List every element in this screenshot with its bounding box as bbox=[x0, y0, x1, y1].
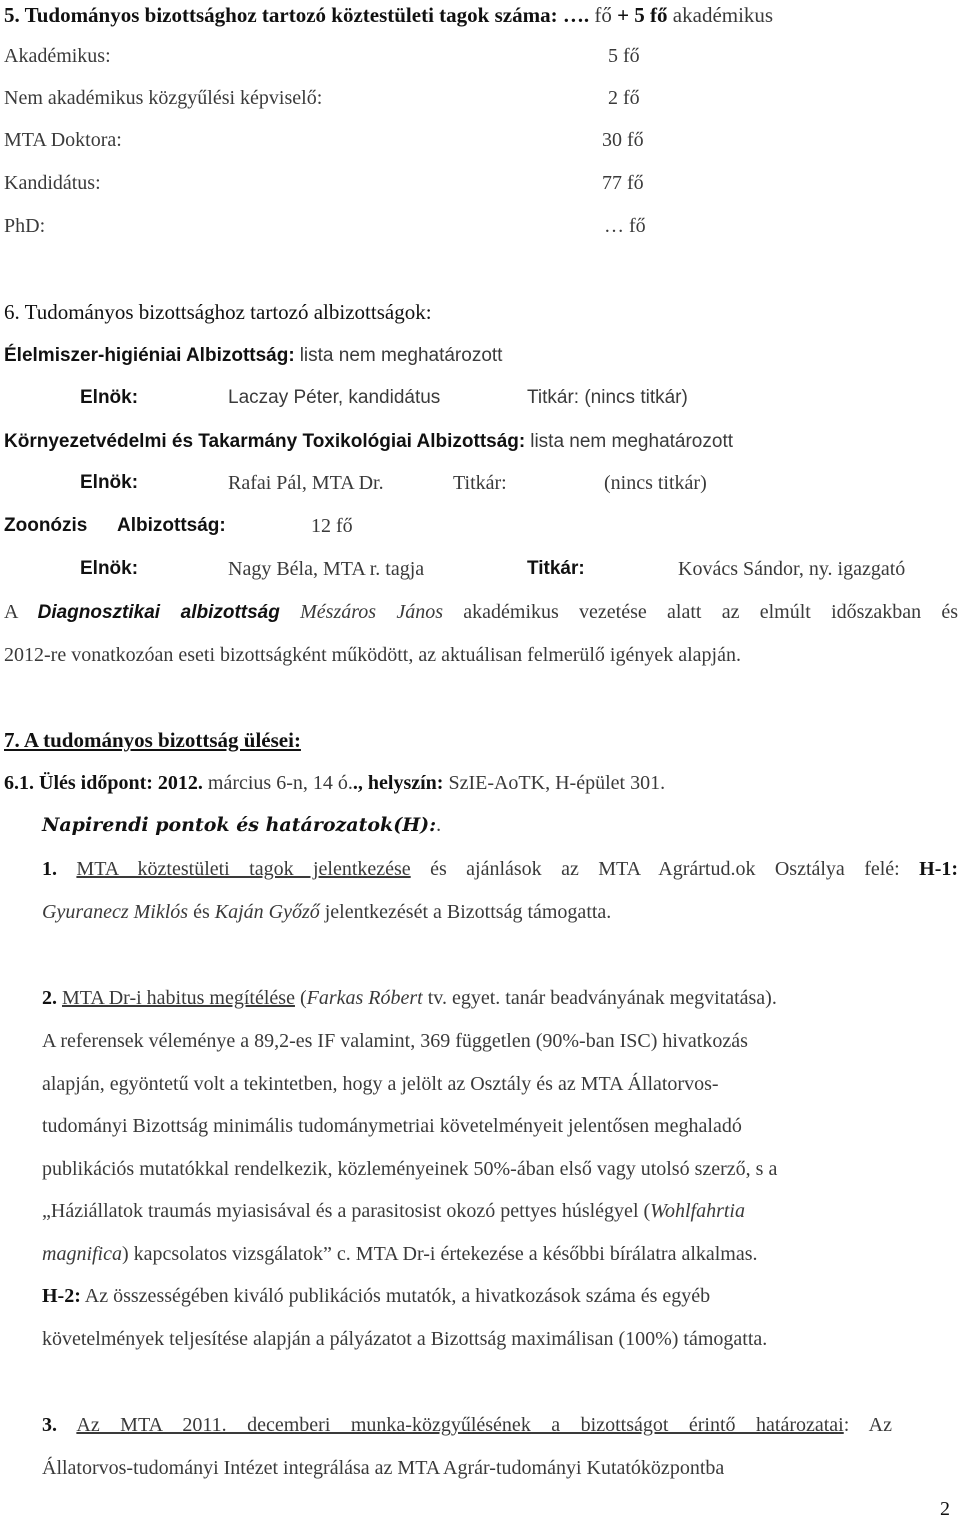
sub1-elnok-label: Elnök: bbox=[80, 387, 139, 408]
item2-title: MTA Dr-i habitus megítélése bbox=[62, 987, 295, 1009]
item2-decision-line1 bbox=[42, 1284, 710, 1308]
item2-paren: ( bbox=[299, 987, 307, 1009]
item2-body-line3: tudományi Bizottság minimális tudománymetriai követelményeit jelentősen meghaladó bbox=[42, 1115, 742, 1137]
section5-heading-fo: fő bbox=[594, 3, 612, 27]
agenda-item-1-line2 bbox=[42, 900, 611, 924]
item2-body-line1: A referensek véleménye a 89,2-es IF valamint, 369 független (90%-ban ISC) hivatkozás bbox=[42, 1030, 748, 1052]
item3-num: 3. bbox=[42, 1414, 57, 1436]
item2-decision-line2: követelmények teljesítése alapján a pályázatot a Bizottság maximálisan (100%) támogatta. bbox=[42, 1328, 768, 1350]
diagnostics-paragraph-line2: 2012-re vonatkozóan eseti bizottságként működött, az aktuálisan felmerülő igények alapján. bbox=[4, 644, 741, 666]
item1-num: 1. bbox=[42, 858, 57, 880]
section7-heading: 7. A tudományos bizottság ülései: bbox=[4, 728, 301, 752]
meeting-place-label: ., helyszín: bbox=[352, 772, 444, 794]
item2-line6-text: ) kapcsolatos vizsgálatok” c. MTA Dr-i értekezése a későbbi bírálatra alkalmas. bbox=[122, 1243, 758, 1265]
item2-line6-italic: magnifica bbox=[42, 1243, 122, 1265]
subcommittee-zoonosis-a: Zoonózis bbox=[4, 515, 88, 536]
agenda-item-1-line1 bbox=[42, 857, 958, 881]
sub1-elnok-value: Laczay Péter, kandidátus bbox=[228, 387, 441, 408]
agenda-title-line bbox=[42, 813, 441, 837]
item2-line5-italic: Wohlfahrtia bbox=[650, 1200, 745, 1222]
sub1-titkar-label: Titkár: bbox=[527, 387, 580, 408]
member-label-academic: Akadémikus: bbox=[4, 45, 111, 67]
subcommittee-food-hygiene-name: Élelmiszer-higiéniai Albizottság: bbox=[4, 345, 295, 366]
diag-name: Diagnosztikai albizottság bbox=[37, 602, 280, 623]
meeting-date: március 6-n, 14 ó. bbox=[207, 772, 353, 794]
diagnostics-paragraph-line1 bbox=[4, 600, 958, 625]
subcommittee-zoonosis-b: Albizottság: bbox=[117, 515, 226, 536]
member-label-doctor: MTA Doktora: bbox=[4, 129, 122, 151]
agenda-item-3-line2: Állatorvos-tudományi Intézet integrálása az MTA Agrár-tudományi Kutatóközpontba bbox=[42, 1457, 725, 1479]
subcommittee-food-hygiene-note: lista nem meghatározott bbox=[299, 345, 503, 366]
item2-decision-label: H-2: bbox=[42, 1285, 81, 1307]
item1-decision-label: H-1: bbox=[919, 858, 959, 880]
section5-heading bbox=[4, 3, 773, 27]
diag-a: A bbox=[4, 601, 18, 623]
sub3-titkar-label: Titkár: bbox=[527, 558, 585, 579]
sub1-titkar-value: (nincs titkár) bbox=[584, 387, 688, 408]
subcommittee-food-hygiene bbox=[4, 343, 502, 368]
section5-heading-dots: …. bbox=[562, 3, 590, 27]
sub1-titkar bbox=[527, 386, 688, 410]
member-value-doctor: 30 fő bbox=[602, 129, 644, 151]
subcommittee-environment-name: Környezetvédelmi és Takarmány Toxikológiai Albizottság: bbox=[4, 431, 526, 452]
item2-num: 2. bbox=[42, 987, 57, 1009]
sub2-titkar-label: Titkár: bbox=[453, 472, 507, 494]
item2-body-line5 bbox=[42, 1199, 745, 1223]
member-label-candidate: Kandidátus: bbox=[4, 172, 101, 194]
item3-colon: : bbox=[843, 1414, 850, 1436]
item2-body-line4: publikációs mutatókkal rendelkezik, közleményeinek 50%-ában első vagy utolsó szerző, s a bbox=[42, 1158, 778, 1180]
sub2-elnok-label: Elnök: bbox=[80, 472, 139, 493]
meeting-place: SzIE-AoTK, H-épület 301. bbox=[448, 772, 666, 794]
member-value-phd: … fő bbox=[604, 215, 646, 237]
item1-title: MTA köztestületi tagok jelentkezése bbox=[76, 858, 411, 880]
member-label-representative: Nem akadémikus közgyűlési képviselő: bbox=[4, 87, 323, 109]
agenda-item-3-line1 bbox=[42, 1413, 892, 1437]
member-value-candidate: 77 fő bbox=[602, 172, 644, 194]
agenda-item-2-line1 bbox=[42, 986, 777, 1010]
section5-heading-plus: + 5 fő bbox=[617, 3, 668, 27]
section5-heading-tail: akadémikus bbox=[672, 3, 774, 27]
section5-heading-title: Tudományos bizottsághoz tartozó köztestületi tagok száma: bbox=[24, 3, 558, 27]
item3-rest: Az bbox=[868, 1414, 892, 1436]
item2-rest: tv. egyet. tanár beadványának megvitatása). bbox=[427, 987, 777, 1009]
item1-and: és bbox=[193, 901, 210, 923]
item1-rest: és ajánlások az MTA Agrártud.ok Osztálya felé: bbox=[430, 858, 900, 880]
item3-title: Az MTA 2011. decemberi munka-közgyűlésének a bizottságot érintő határozatai bbox=[76, 1414, 844, 1436]
page-number: 2 bbox=[940, 1498, 950, 1520]
meeting-line bbox=[4, 771, 665, 795]
item2-line5-text: „Háziállatok traumás myiasisával és a parasitosist okozó pettyes húslégyel ( bbox=[42, 1200, 651, 1222]
sub2-elnok-value: Rafai Pál, MTA Dr. bbox=[228, 472, 384, 494]
diag-person: Mészáros János bbox=[300, 601, 443, 623]
section5-heading-number: 5. bbox=[4, 3, 20, 27]
item2-body-line6 bbox=[42, 1242, 758, 1266]
item1-person1: Gyuranecz Miklós bbox=[42, 901, 189, 923]
section6-heading: 6. Tudományos bizottsághoz tartozó albizottságok: bbox=[4, 300, 432, 324]
diag-rest1: akadémikus vezetése alatt az elmúlt időszakban és bbox=[463, 601, 958, 623]
sub3-elnok-label: Elnök: bbox=[80, 558, 139, 579]
member-value-academic: 5 fő bbox=[608, 45, 640, 67]
sub2-titkar-value: (nincs titkár) bbox=[604, 472, 707, 494]
member-value-representative: 2 fő bbox=[608, 87, 640, 109]
sub3-elnok-value: Nagy Béla, MTA r. tagja bbox=[228, 558, 425, 580]
item2-decision-text: Az összességében kiváló publikációs mutatók, a hivatkozások száma és egyéb bbox=[84, 1285, 711, 1307]
sub3-titkar-value: Kovács Sándor, ny. igazgató bbox=[678, 558, 906, 580]
meeting-label: 6.1. Ülés időpont: 2012. bbox=[4, 772, 203, 794]
item1-person2: Kaján Győző bbox=[214, 901, 320, 923]
subcommittee-zoonosis-count: 12 fő bbox=[311, 515, 353, 537]
agenda-title: Napirendi pontok és határozatok(H): bbox=[42, 814, 437, 836]
subcommittee-environment bbox=[4, 429, 733, 454]
item2-person: Farkas Róbert bbox=[306, 987, 423, 1009]
item1-end: jelentkezését a Bizottság támogatta. bbox=[324, 901, 612, 923]
member-label-phd: PhD: bbox=[4, 215, 46, 237]
agenda-dot: . bbox=[436, 814, 442, 836]
subcommittee-environment-note: lista nem meghatározott bbox=[530, 431, 733, 452]
item2-body-line2: alapján, egyöntetű volt a tekintetben, hogy a jelölt az Osztály és az MTA Állatorvos- bbox=[42, 1073, 719, 1095]
